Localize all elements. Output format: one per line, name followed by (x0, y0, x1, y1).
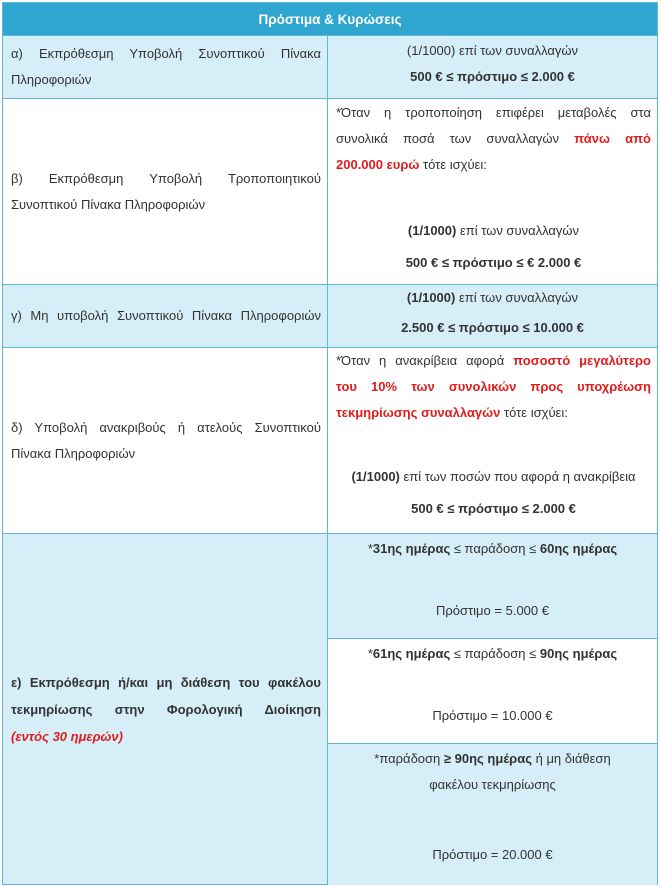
row-e-description: ε) Εκπρόθεσμη ή/και μη διάθεση του φακέλου τεκμηρίωσης στην Φορολογική Διοίκηση (εντός 30 ημερών) (11, 674, 321, 744)
table-title: Πρόστιμα & Κυρώσεις (258, 11, 402, 27)
row-e-description-cell (3, 534, 328, 884)
row-a-range: 500 € ≤ πρόστιμο ≤ 2.000 € (410, 69, 575, 84)
row-d-note-line-2: του 10% των συνολικών προς υποχρέωση (336, 379, 651, 394)
row-b-rate: (1/1000) επί των συναλλαγών (407, 223, 580, 238)
row-b-note-line-2: συνολικά ποσά των συναλλαγών πάνω από (336, 131, 651, 146)
row-d-description: δ) Υποβολή ανακριβούς ή ατελούς Συνοπτικού Πίνακα Πληροφοριών (11, 419, 321, 461)
row-c-penalty-cell (328, 285, 657, 347)
table-row-b (3, 98, 657, 284)
row-b-description-cell (3, 99, 328, 284)
row-c-description-cell (3, 285, 328, 347)
row-d-note-line-3: τεκμηρίωσης συναλλαγών τότε ισχύει: (336, 405, 568, 420)
row-d-penalty-cell (328, 348, 657, 533)
row-e-tier-3-fine: Πρόστιμο = 20.000 € (432, 847, 553, 862)
row-e-tier-1-fine: Πρόστιμο = 5.000 € (436, 603, 549, 618)
row-e-deadline-note: (εντός 30 ημερών) (11, 728, 123, 744)
row-e-tier-2 (328, 638, 657, 743)
row-a-penalty-cell (328, 36, 657, 98)
row-e-tier-3 (328, 743, 657, 885)
table-row-d (3, 347, 657, 533)
row-b-range: 500 € ≤ πρόστιμο ≤ € 2.000 € (405, 255, 582, 270)
row-d-description-cell (3, 348, 328, 533)
row-d-rate: (1/1000) επί των ποσών που αφορά η ανακρίβεια (351, 469, 636, 484)
table-row-e (3, 533, 657, 884)
row-e-tier-3-condition: *παράδοση ≥ 90ης ημέρας ή μη διάθεση (374, 751, 611, 766)
table-row-a (3, 35, 657, 98)
penalties-table (2, 2, 658, 885)
row-c-rate: (1/1000) επί των συναλλαγών (406, 290, 579, 305)
row-a-description-cell (3, 36, 328, 98)
table-row-c (3, 284, 657, 347)
row-c-range: 2.500 € ≤ πρόστιμο ≤ 10.000 € (401, 320, 584, 335)
row-a-description: α) Εκπρόθεσμη Υποβολή Συνοπτικού Πίνακα Πληροφοριών (11, 46, 321, 87)
row-b-penalty-cell (328, 99, 657, 284)
table-header (3, 3, 657, 35)
row-e-tier-2-fine: Πρόστιμο = 10.000 € (432, 708, 553, 723)
row-a-rate: (1/1000) επί των συναλλαγών (406, 43, 579, 58)
row-e-penalty-cell (328, 534, 657, 884)
row-b-description: β) Εκπρόθεσμη Υποβολή Τροποποιητικού Συνοπτικού Πίνακα Πληροφοριών (11, 170, 321, 212)
row-b-note-line-3: 200.000 ευρώ τότε ισχύει: (336, 157, 487, 172)
row-e-tier-1-condition: *31ης ημέρας ≤ παράδοση ≤ 60ης ημέρας (367, 541, 618, 556)
row-e-tier-1 (328, 534, 657, 638)
row-b-note-line-1: *Όταν η τροποποίηση επιφέρει μεταβολές στα (336, 105, 651, 120)
row-e-tier-3-condition-2: φακέλου τεκμηρίωσης (429, 777, 556, 792)
row-e-tier-2-condition: *61ης ημέρας ≤ παράδοση ≤ 90ης ημέρας (367, 646, 618, 661)
row-d-range: 500 € ≤ πρόστιμο ≤ 2.000 € (411, 501, 576, 516)
row-d-note-line-1: *Όταν η ανακρίβεια αφορά ποσοστό μεγαλύτερο (336, 353, 651, 368)
row-c-description: γ) Μη υποβολή Συνοπτικού Πίνακα Πληροφοριών (11, 308, 321, 323)
